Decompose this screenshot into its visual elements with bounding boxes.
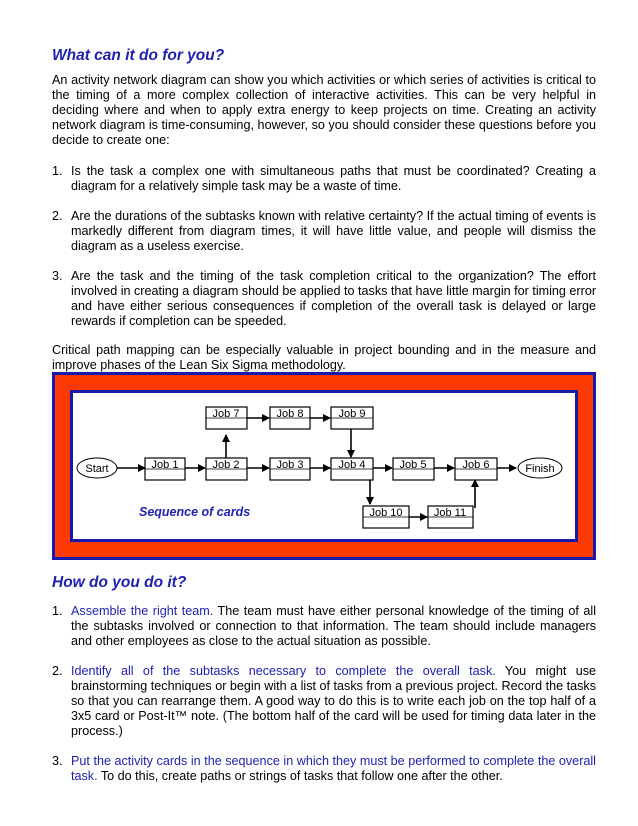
section-heading-how: How do you do it? <box>52 574 187 591</box>
svg-text:Job 8: Job 8 <box>276 408 304 420</box>
list-item: 3. Are the task and the timing of the task completion critical to the organization? The effort involved in creating a diagram should be applied to tasks that have little margin for timing error and have either serious consequences if completion of the overall task is delayed or large rewards if completion can be speeded. <box>52 269 597 328</box>
job-card-4 <box>331 458 373 480</box>
job-card-5 <box>393 458 434 480</box>
list-item: 2. Are the durations of the subtasks known with relative certainty? If the actual timing of events is markedly different from diagram times, it will have little value, and people will dismiss the diagram as a useless exercise. <box>52 209 597 253</box>
job-card-2 <box>206 458 247 480</box>
svg-text:Job 4: Job 4 <box>338 459 366 471</box>
start-node <box>77 458 117 478</box>
diagram-canvas <box>70 390 578 542</box>
svg-text:Job 11: Job 11 <box>433 507 467 519</box>
diagram-caption: Sequence of cards <box>139 505 251 519</box>
list-item: 3. Put the activity cards in the sequence in which they must be performed to complete the overall task. To do this, create paths or strings of tasks that follow one after the other. <box>52 754 596 783</box>
svg-text:Start: Start <box>85 463 109 475</box>
svg-text:Finish: Finish <box>525 463 555 475</box>
diagram-svg <box>73 393 575 539</box>
svg-text:Job 3: Job 3 <box>276 459 304 471</box>
job-card-11 <box>428 506 473 528</box>
job-card-6 <box>455 458 497 480</box>
svg-text:Job 5: Job 5 <box>399 459 427 471</box>
svg-text:Job 9: Job 9 <box>338 408 366 420</box>
job-card-7 <box>206 407 247 429</box>
closing-paragraph: Critical path mapping can be especially valuable in project bounding and in the measure and improve phases of the Lean Six Sigma methodology. <box>52 343 596 372</box>
svg-text:Job 7: Job 7 <box>212 408 240 420</box>
list-item: 1. Is the task a complex one with simultaneous paths that must be coordinated? Creating a diagram for a relatively simple task may be a waste of time. <box>52 164 596 193</box>
questions-list <box>52 164 596 329</box>
job-card-10 <box>363 506 409 528</box>
svg-text:Job 2: Job 2 <box>212 459 240 471</box>
steps-list <box>52 604 596 784</box>
finish-node <box>518 458 562 478</box>
svg-text:Job 10: Job 10 <box>369 507 403 519</box>
list-item: 2. Identify all of the subtasks necessary to complete the overall task. You might use brainstorming techniques or begin with a list of tasks from a previous project. Record the tasks so that you can rearrange them. A good way to do this is to write each job on the top half of a 3x5 card or Post-It™ note. (The bottom half of the card will be used for timing data later in the process.) <box>52 664 597 738</box>
job-card-3 <box>270 458 310 480</box>
svg-text:Job 1: Job 1 <box>151 459 179 471</box>
svg-text:Job 6: Job 6 <box>462 459 490 471</box>
job-card-8 <box>270 407 310 429</box>
list-item: 1. Assemble the right team. The team must have either personal knowledge of the timing of all the subtasks involved or connection to that information. The team should include managers and other employees as close to the actual situation as possible. <box>52 604 596 648</box>
section-heading-what: What can it do for you? <box>52 47 225 64</box>
network-diagram <box>52 372 596 560</box>
intro-paragraph: An activity network diagram can show you which activities or which series of activities is critical to the timing of a more complex collection of interactive activities. This can be very helpful in deciding where and when to apply extra energy to keep projects on time. Creating an activity network diagram is time-consuming, however, so you should consider these questions before you decide to create one: <box>52 73 596 147</box>
job-card-9 <box>331 407 373 429</box>
job-card-1 <box>145 458 185 480</box>
